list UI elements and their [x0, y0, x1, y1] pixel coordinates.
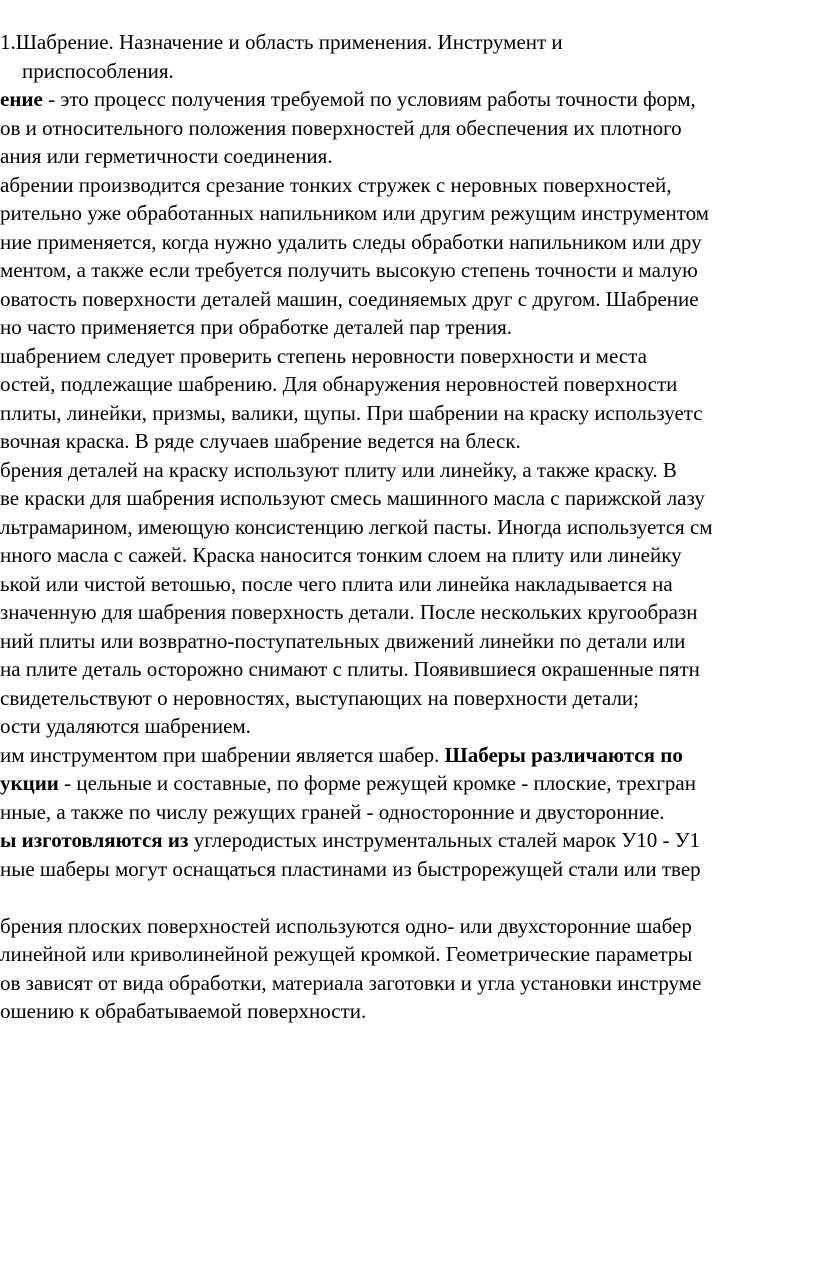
- text-segment: линейной или криволинейной режущей кромкой. Геометрические параметры: [0, 942, 693, 966]
- bold-text: ы изготовляются из: [0, 828, 189, 852]
- text-line: [0, 229, 702, 256]
- text-segment: ные шаберы могут оснащаться пластинами из быстрорежущей стали или твер: [0, 856, 701, 881]
- text-segment: свидетельствуют о неровностях, выступающих на поверхности детали;: [0, 685, 639, 710]
- text-line: [22, 58, 174, 85]
- text-segment: ькой или чистой ветошью, после чего плита или линейка накладывается на: [0, 571, 673, 596]
- text-line: [0, 628, 685, 655]
- text-segment: ания или герметичности соединения.: [0, 144, 333, 168]
- text-line: [0, 713, 251, 740]
- text-line: [0, 571, 673, 598]
- text-segment: на плите деталь осторожно снимают с плиты. Появившиеся окрашенные пятн: [0, 657, 700, 681]
- text-segment: - цельные и составные, по форме режущей кромке - плоские, трехгран: [58, 771, 696, 795]
- bold-text: укции: [0, 771, 59, 795]
- text-segment: брения плоских поверхностей используются одно- или двухсторонние шабер: [0, 913, 692, 938]
- text-segment: 1.Шабрение. Назначение и область применения. Инструмент и: [0, 30, 563, 54]
- text-segment: остей, подлежащие шабрению. Для обнаружения неровностей поверхности: [0, 372, 678, 396]
- text-segment: приспособления.: [22, 58, 174, 83]
- text-segment: ошению к обрабатываемой поверхности.: [0, 999, 367, 1023]
- bold-text: Шаберы различаются по: [444, 742, 683, 767]
- text-line: [0, 314, 512, 341]
- text-line: [0, 856, 701, 883]
- text-line: [0, 428, 521, 455]
- text-line: [0, 599, 698, 626]
- text-line: [0, 400, 703, 427]
- text-segment: углеродистых инструментальных сталей марок У10 - У1: [188, 828, 701, 852]
- text-segment: но часто применяется при обработке деталей пар трения.: [0, 315, 513, 339]
- text-segment: ве краски для шабрения используют смесь машинного масла с парижской лазу: [0, 486, 705, 510]
- text-segment: ости удаляются шабрением.: [0, 714, 251, 738]
- text-line: [0, 485, 705, 512]
- text-segment: ментом, а также если требуется получить высокую степень точности и малую: [0, 258, 698, 282]
- text-line: [0, 143, 333, 170]
- text-line: [0, 115, 682, 142]
- text-line: [0, 172, 671, 199]
- text-line: [0, 941, 692, 968]
- text-line: [0, 685, 639, 712]
- text-line: [0, 371, 677, 398]
- text-line: [0, 542, 682, 569]
- text-line: [0, 343, 647, 370]
- text-line: [0, 656, 700, 683]
- text-line: [0, 913, 692, 940]
- text-line: [0, 827, 700, 854]
- text-segment: льтрамарином, имеющую консистенцию легкой пасты. Иногда используется см: [0, 514, 713, 539]
- text-line: [0, 286, 699, 313]
- text-line: [0, 86, 696, 113]
- text-line: [0, 770, 696, 797]
- text-line: [0, 799, 665, 826]
- bold-text: ение: [0, 87, 43, 111]
- text-line: [0, 514, 713, 541]
- text-segment: абрении производится срезание тонких стружек с неровных поверхностей,: [0, 172, 672, 197]
- text-segment: ов зависят от вида обработки, материала заготовки и угла установки инструме: [0, 970, 702, 995]
- text-segment: ние применяется, когда нужно удалить следы обработки напильником или дру: [0, 229, 702, 254]
- text-segment: шабрением следует проверить степень неровности поверхности и места: [0, 343, 647, 368]
- text-segment: оватость поверхности деталей машин, соединяемых друг с другом. Шабрение: [0, 286, 699, 311]
- text-segment: ов и относительного положения поверхностей для обеспечения их плотного: [0, 115, 682, 140]
- text-line: [0, 29, 563, 56]
- text-segment: нные, а также по числу режущих граней - односторонние и двусторонние.: [0, 799, 665, 824]
- text-segment: им инструментом при шабрении является шабер.: [0, 742, 445, 767]
- text-segment: нного масла с сажей. Краска наносится тонким слоем на плиту или линейку: [0, 543, 682, 567]
- text-line: [0, 200, 709, 227]
- text-line: [0, 742, 683, 769]
- text-segment: рительно уже обработанных напильником или другим режущим инструментом: [0, 201, 709, 225]
- text-segment: значенную для шабрения поверхность детали. После нескольких кругообразн: [0, 600, 698, 624]
- text-segment: - это процесс получения требуемой по условиям работы точности форм,: [42, 87, 696, 111]
- text-segment: плиты, линейки, призмы, валики, щупы. При шабрении на краску используетс: [0, 400, 703, 425]
- text-line: [0, 457, 677, 484]
- text-line: [0, 970, 701, 997]
- text-segment: вочная краска. В ряде случаев шабрение ведется на блеск.: [0, 429, 521, 453]
- text-segment: ний плиты или возвратно-поступательных движений линейки по детали или: [0, 628, 686, 653]
- text-line: [0, 257, 698, 284]
- text-line: [0, 998, 366, 1025]
- text-segment: брения деталей на краску используют плиту или линейку, а также краску. В: [0, 457, 677, 482]
